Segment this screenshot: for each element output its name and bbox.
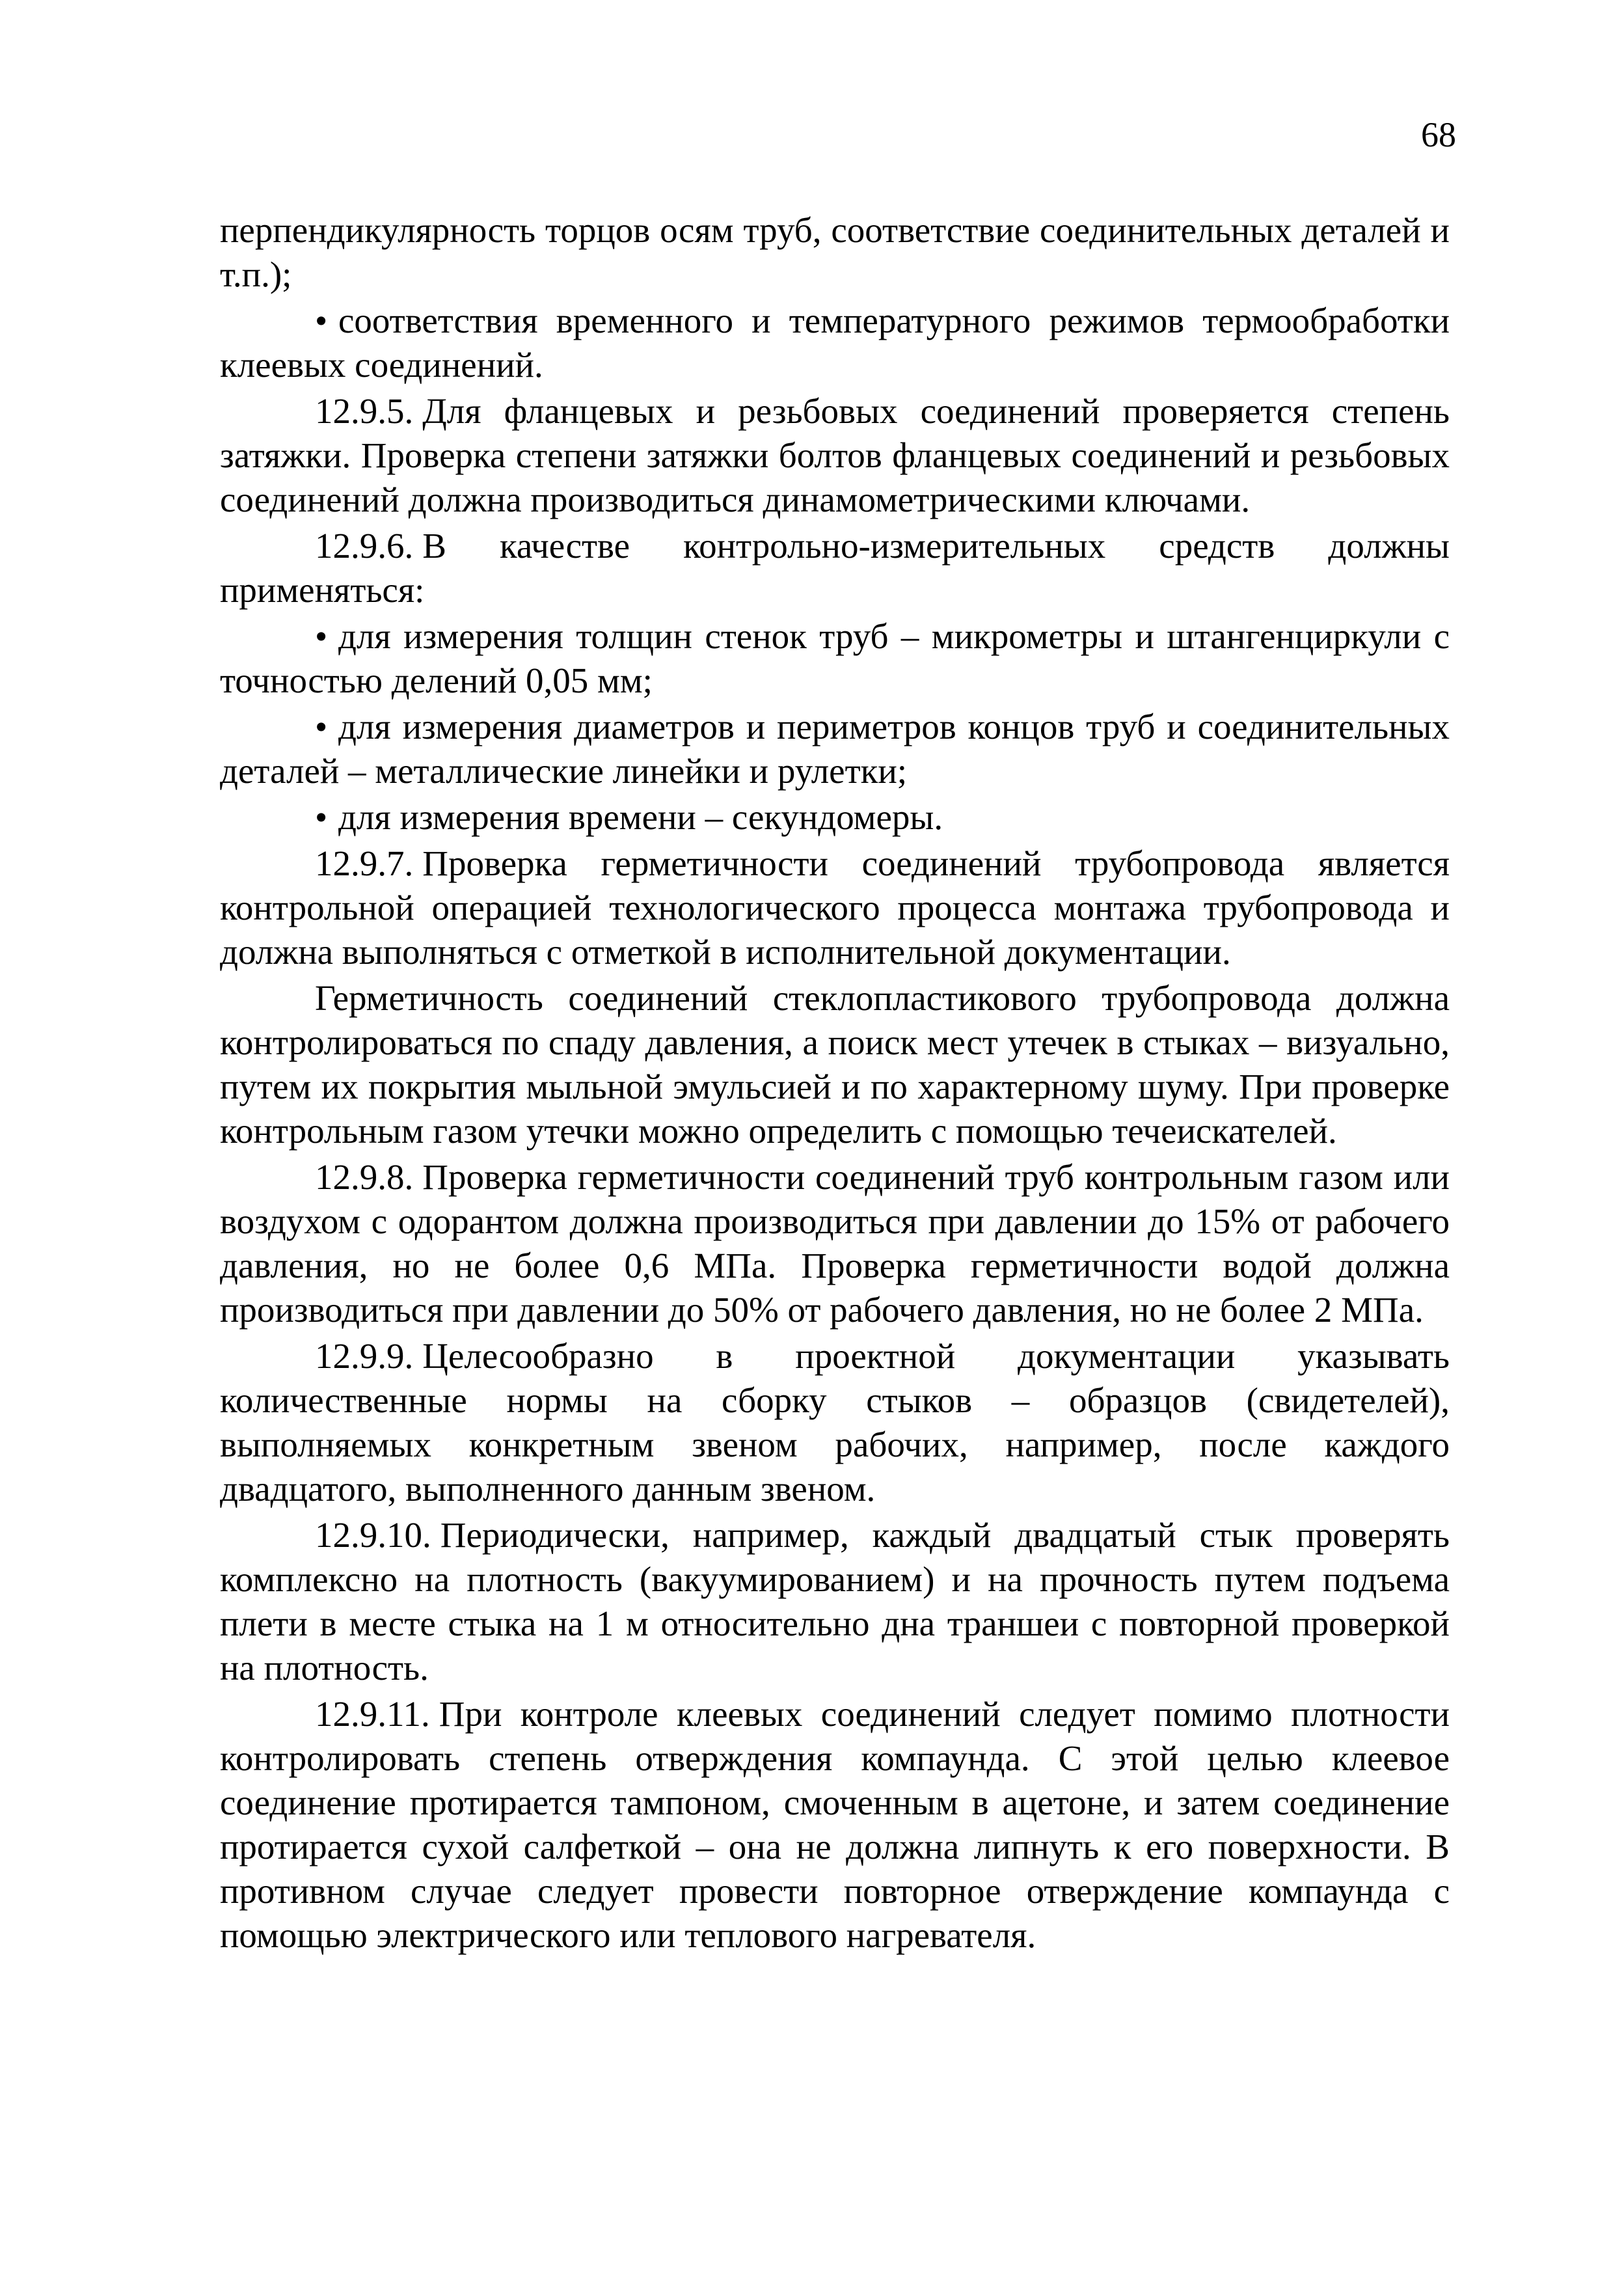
bullet-item bbox=[220, 614, 1450, 703]
clause-number: 12.9.11. bbox=[315, 1694, 430, 1734]
bullet-icon: • bbox=[315, 707, 328, 746]
clause-number: 12.9.7. bbox=[315, 843, 414, 883]
bullet-text: для измерения диаметров и периметров концов труб и соединительных деталей – металлические линейки и рулетки; bbox=[220, 707, 1450, 791]
paragraph-text: Проверка герметичности соединений трубопровода является контрольной операцией технологического процесса монтажа трубопровода и должна выполняться с отметкой в исполнительной документации. bbox=[220, 843, 1450, 972]
clause-number: 12.9.10. bbox=[315, 1515, 431, 1555]
bullet-item bbox=[220, 705, 1450, 793]
bullet-icon: • bbox=[315, 797, 328, 837]
clause-number: 12.9.9. bbox=[315, 1336, 414, 1376]
paragraph bbox=[220, 976, 1450, 1153]
bullet-icon: • bbox=[315, 301, 328, 340]
page-number: 68 bbox=[1421, 115, 1456, 154]
clause-number: 12.9.6. bbox=[315, 526, 414, 566]
numbered-paragraph bbox=[220, 1155, 1450, 1332]
document-body bbox=[220, 208, 1450, 1960]
clause-number: 12.9.5. bbox=[315, 391, 414, 431]
paragraph-text: Целесообразно в проектной документации указывать количественные нормы на сборку стыков – образцов (свидетелей), выполняемых конкретным звеном рабочих, например, после каждого двадцатого, выполненного данным звеном. bbox=[220, 1336, 1450, 1509]
paragraph-text: Герметичность соединений стеклопластикового трубопровода должна контролироваться по спаду давления, а поиск мест утечек в стыках – визуально, путем их покрытия мыльной эмульсией и по характерному шуму. При проверке контрольным газом утечки можно определить с помощью течеискателей. bbox=[220, 978, 1450, 1151]
bullet-text: для измерения толщин стенок труб – микрометры и штангенциркули с точностью делений 0,05 мм; bbox=[220, 616, 1450, 700]
paragraph-text: В качестве контрольно-измерительных средств должны применяться: bbox=[220, 526, 1450, 610]
numbered-paragraph bbox=[220, 1334, 1450, 1511]
bullet-text: для измерения времени – секундомеры. bbox=[338, 797, 943, 837]
numbered-paragraph bbox=[220, 1513, 1450, 1690]
paragraph-text: Для фланцевых и резьбовых соединений проверяется степень затяжки. Проверка степени затяжки болтов фланцевых соединений и резьбовых соединений должна производиться динамометрическими ключами. bbox=[220, 391, 1450, 519]
numbered-paragraph bbox=[220, 524, 1450, 612]
bullet-icon: • bbox=[315, 616, 328, 656]
paragraph-text: Периодически, например, каждый двадцатый стык проверять комплексно на плотность (вакуумированием) и на прочность путем подъема плети в месте стыка на 1 м относительно дна траншеи с повторной проверкой на плотность. bbox=[220, 1515, 1450, 1688]
paragraph-text: При контроле клеевых соединений следует помимо плотности контролировать степень отверждения компаунда. С этой целью клеевое соединение протирается тампоном, смоченным в ацетоне, и затем соединение протирается сухой салфеткой – она не должна липнуть к его поверхности. В противном случае следует провести повторное отверждение компаунда с помощью электрического или теплового нагревателя. bbox=[220, 1694, 1450, 1955]
numbered-paragraph bbox=[220, 389, 1450, 522]
bullet-item bbox=[220, 795, 1450, 840]
numbered-paragraph bbox=[220, 841, 1450, 974]
numbered-paragraph bbox=[220, 1692, 1450, 1958]
clause-number: 12.9.8. bbox=[315, 1157, 414, 1197]
paragraph-text: Проверка герметичности соединений труб контрольным газом или воздухом с одорантом должна производиться при давлении до 15% от рабочего давления, но не более 0,6 МПа. Проверка герметичности водой должна производиться при давлении до 50% от рабочего давления, но не более 2 МПа. bbox=[220, 1157, 1450, 1330]
paragraph-text: перпендикулярность торцов осям труб, соответствие соединительных деталей и т.п.); bbox=[220, 210, 1450, 294]
paragraph bbox=[220, 208, 1450, 297]
bullet-text: соответствия временного и температурного режимов термообработки клеевых соединений. bbox=[220, 301, 1450, 385]
bullet-item bbox=[220, 299, 1450, 387]
